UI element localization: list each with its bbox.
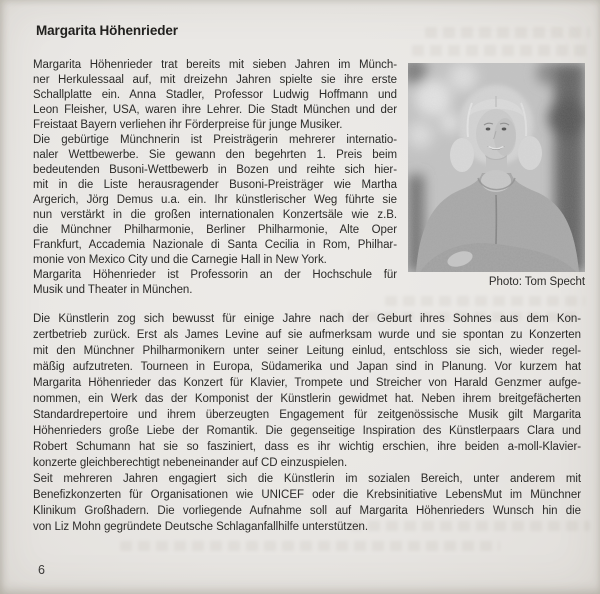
text-line: monie von Mexico City und die Carnegie Hall in New York. bbox=[33, 254, 327, 266]
text-line: mäßig aufzutreten. Tourneen in Europa, Südamerika und Japan sind in Planung. Vor kurzem hat bbox=[33, 361, 581, 373]
text-line: Die Künstlerin zog sich bewusst für einige Jahre nach der Geburt ihres Sohnes aus dem Kon- bbox=[33, 313, 581, 325]
text-line: nun verstärkt in die großen internationalen Konzertsäle wie z.B. bbox=[33, 209, 397, 221]
text-line: die Münchner Philharmonie, Berliner Philharmonie, Alte Oper bbox=[33, 224, 397, 236]
text-line: bedeutenden Busoni-Wettbewerb in Bozen und reihte sich hier- bbox=[33, 164, 397, 176]
text-line: konzerte gleichberechtigt nebeneinander auf CD einzuspielen. bbox=[33, 457, 348, 469]
text-line: Margarita Höhenrieder ist Professorin an der Hochschule für bbox=[33, 269, 397, 281]
text-line: Musik und Theater in München. bbox=[33, 284, 193, 296]
text-line: Margarita Höhenrieder trat bereits mit sieben Jahren im Münch- bbox=[33, 59, 397, 71]
text-line: Leon Fleisher, USA, waren ihre Lehrer. Die Stadt München und der bbox=[33, 104, 397, 116]
page-number: 6 bbox=[38, 563, 45, 577]
text-line: zertbetrieb zurück. Erst als James Levine auf sie aufmerksam wurde und sie spontan zu Konzerten bbox=[33, 329, 581, 341]
text-line: Klinikum Großhadern. Die vorliegende Aufnahme soll auf Margarita Höhenrieders Wunsch hin die bbox=[33, 505, 581, 517]
text-line: Argerich, Jörg Demus u.a. ein. Ihr künstlerischer Weg führte sie bbox=[33, 194, 397, 206]
text-line: ner Herkulessaal auf, mit dreizehn Jahren spielte sie ihre erste bbox=[33, 74, 397, 86]
text-line: Seit mehreren Jahren engagiert sich die Künstlerin im sozialen Bereich, unter anderem mit bbox=[33, 473, 581, 485]
text-line: Margarita Höhenrieder das Konzert für Klavier, Trompete und Streicher von Harald Genzmer aufge- bbox=[33, 377, 581, 389]
bio-text-narrow-column bbox=[33, 58, 397, 298]
photo-credit: Photo: Tom Specht bbox=[488, 276, 585, 288]
print-bleedthrough bbox=[425, 27, 590, 38]
page-title: Margarita Höhenrieder bbox=[36, 23, 178, 38]
text-line: mit den Münchner Philharmonikern unter seiner Leitung einlud, entschloss sie sich, wieder regel- bbox=[33, 345, 581, 357]
text-line: Robert Schumann hat sie so fasziniert, dass es ihr wichtig erschien, ihre beiden a-moll-Klavier- bbox=[33, 441, 581, 453]
text-line: mit in die Liste herausragender Busoni-Preisträger wie Martha bbox=[33, 179, 397, 191]
text-line: Höhenrieders große Liebe der Romantik. Die gegenseitige Inspiration des Künstlerpaars Clara und bbox=[33, 425, 581, 437]
text-line: Standardrepertoire und ihrem überzeugten Engagement für zeitgenössische Musik gilt Margarita bbox=[33, 409, 581, 421]
print-bleedthrough bbox=[412, 45, 590, 56]
text-line: von Liz Mohn gegründete Deutsche Schlaganfallhilfe unterstützen. bbox=[33, 521, 368, 533]
print-bleedthrough bbox=[385, 296, 585, 306]
text-line: naler Wettbewerbe. Sie gewann den begehrten 1. Preis beim bbox=[33, 149, 397, 161]
text-line: Benefizkonzerten für Organisationen wie UNICEF oder die Krebsinitiative LebensMut im Münchner bbox=[33, 489, 581, 501]
text-line: Frankfurt, Accademia Nazionale di Santa Cecilia in Rom, Philhar- bbox=[33, 239, 397, 251]
print-bleedthrough bbox=[120, 541, 500, 551]
text-line: Schallplatte ein. Anna Stadler, Professor Ludwig Hoffmann und bbox=[33, 89, 397, 101]
bio-text-wide-column bbox=[33, 311, 581, 535]
text-line: Freistaat Bayern verliehen ihr Förderpreise für junge Musiker. bbox=[33, 119, 343, 131]
text-line: Die gebürtige Münchnerin ist Preisträgerin mehrerer internatio- bbox=[33, 134, 397, 146]
artist-photo-block bbox=[408, 63, 585, 288]
text-line: nommen, ein Werk das der Komponist der Künstlerin gewidmet hat. Neben ihrem breitgefächerten bbox=[33, 393, 581, 405]
artist-portrait-photo bbox=[408, 63, 585, 272]
